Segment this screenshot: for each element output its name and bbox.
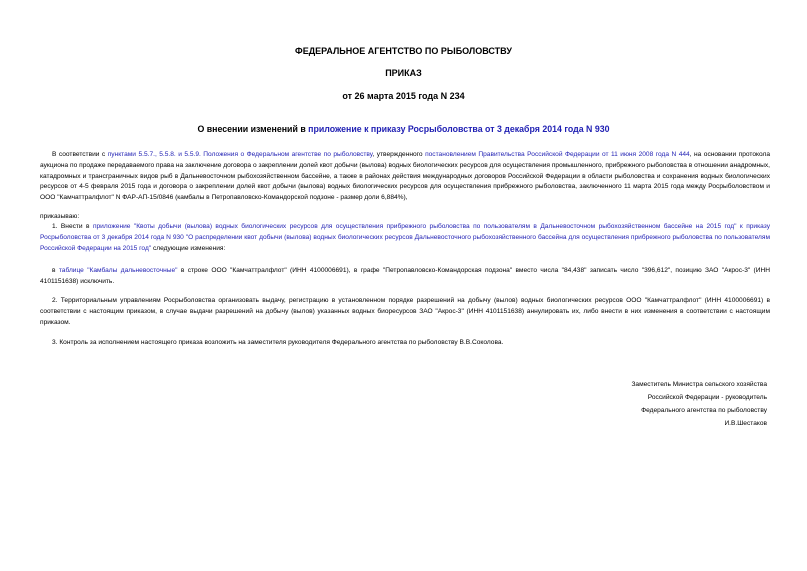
document-type: ПРИКАЗ: [385, 68, 422, 78]
item-1-sub-paragraph: [40, 266, 770, 288]
order-930-link[interactable]: к приказу Росрыболовства от 3 декабря 2014 года N 930 "О распределении квот добычи (вылова) водных биологических ресурсов Дальневосточного рыбохозяйственного бассейна для осуществления прибрежного рыболовства по пользователям Российской Федерации на 2015 год": [40, 223, 770, 252]
item-3-paragraph: 3. Контроль за исполнением настоящего приказа возложить на заместителя руководителя Федерального агентства по рыболовству В.В.Соколова.: [52, 339, 504, 346]
document-title: [0, 124, 807, 135]
signature-line-2: Российской Федерации - руководитель: [647, 394, 767, 401]
item-2-paragraph: 2. Территориальным управлениям Росрыболовства организовать выдачу, регистрацию в установленном порядке разрешений на добычу (вылов) водных биологических ресурсов ООО "Камчаттралфлот" (ИНН 4100006691) в соответствии с настоящим приказом, в случае выдачи разрешений на добычу (вылов) указанных водных биоресурсов ЗАО "Акрос-3" (ИНН 4101151638) аннулировать их, либо внести в них изменения в соответствии с настоящим приказом.: [40, 297, 770, 326]
document-date-number: от 26 марта 2015 года N 234: [342, 91, 465, 101]
title-prefix: О внесении изменений в: [197, 124, 309, 134]
regulation-link[interactable]: пунктами 5.5.7., 5.5.8. и 5.5.9. Положения о Федеральном агентстве по рыболовству: [107, 151, 373, 158]
item-1-sub-text-2: в строке ООО "Камчаттралфлот" (ИНН 4100006691), в графе "Петропавловско-Командорская подзона" вместо числа "84,438" записать число "396,612", позицию ЗАО "Акрос-3" (ИНН 4101151638) исключить.: [40, 267, 771, 285]
signature-line-1: Заместитель Министра сельского хозяйства: [631, 381, 767, 388]
signature-line-3: Федерального агентства по рыболовству: [641, 407, 767, 414]
order-word: приказываю:: [40, 213, 80, 220]
item-1-paragraph: [40, 222, 770, 254]
intro-text-3: , на основании протокола аукциона по продаже передаваемого права на заключение договора о закреплении долей квот добычи (вылова) водных биологических ресурсов для осуществления промышленного, прибрежного рыболовства в отношении анадромных, катадромных и трансграничных видов рыб в Дальневосточном рыбохозяйственном бассейне, а также в районах действия международных договоров Российской Федерации в области рыболовства и сохранения водных биологических ресурсов от 4-5 февраля 2015 года и договора о закреплении долей квот добычи (вылова) водных биологических ресурсов для осуществления прибрежного рыболовства, заключенного 11 марта 2015 года между Росрыболовством и ООО "Камчаттралфлот" N ФАР-АП-15/0846 (камбалы в Петропавловско-Командорской подзоне - размер доли 6,884%),: [40, 151, 770, 202]
intro-text-2: , утвержденного: [372, 151, 426, 158]
item-1-sub-text-1: в: [52, 267, 59, 274]
agency-name: ФЕДЕРАЛЬНОЕ АГЕНТСТВО ПО РЫБОЛОВСТВУ: [295, 46, 512, 56]
intro-paragraph: [40, 150, 770, 204]
government-decree-link[interactable]: постановлением Правительства Российской Федерации от 11 июня 2008 года N 444: [425, 151, 690, 158]
signature-block: [507, 378, 767, 430]
title-link[interactable]: приложение к приказу Росрыболовства от 3 декабря 2014 года N 930: [308, 124, 610, 134]
flounder-table-link[interactable]: таблице "Камбалы дальневосточные": [58, 267, 178, 274]
appendix-link[interactable]: приложение "Квоты добычи (вылова) водных биологических ресурсов для осуществления прибрежного рыболовства по пользователям в Дальневосточном рыбохозяйственном бассейне на 2015 год": [92, 223, 737, 230]
item-1-text-3: следующие изменения:: [151, 244, 226, 252]
signatory-name: И.В.Шестаков: [724, 420, 767, 427]
item-1-text-1: 1. Внести в: [52, 223, 93, 230]
intro-text-1: В соответствии с: [52, 151, 108, 158]
